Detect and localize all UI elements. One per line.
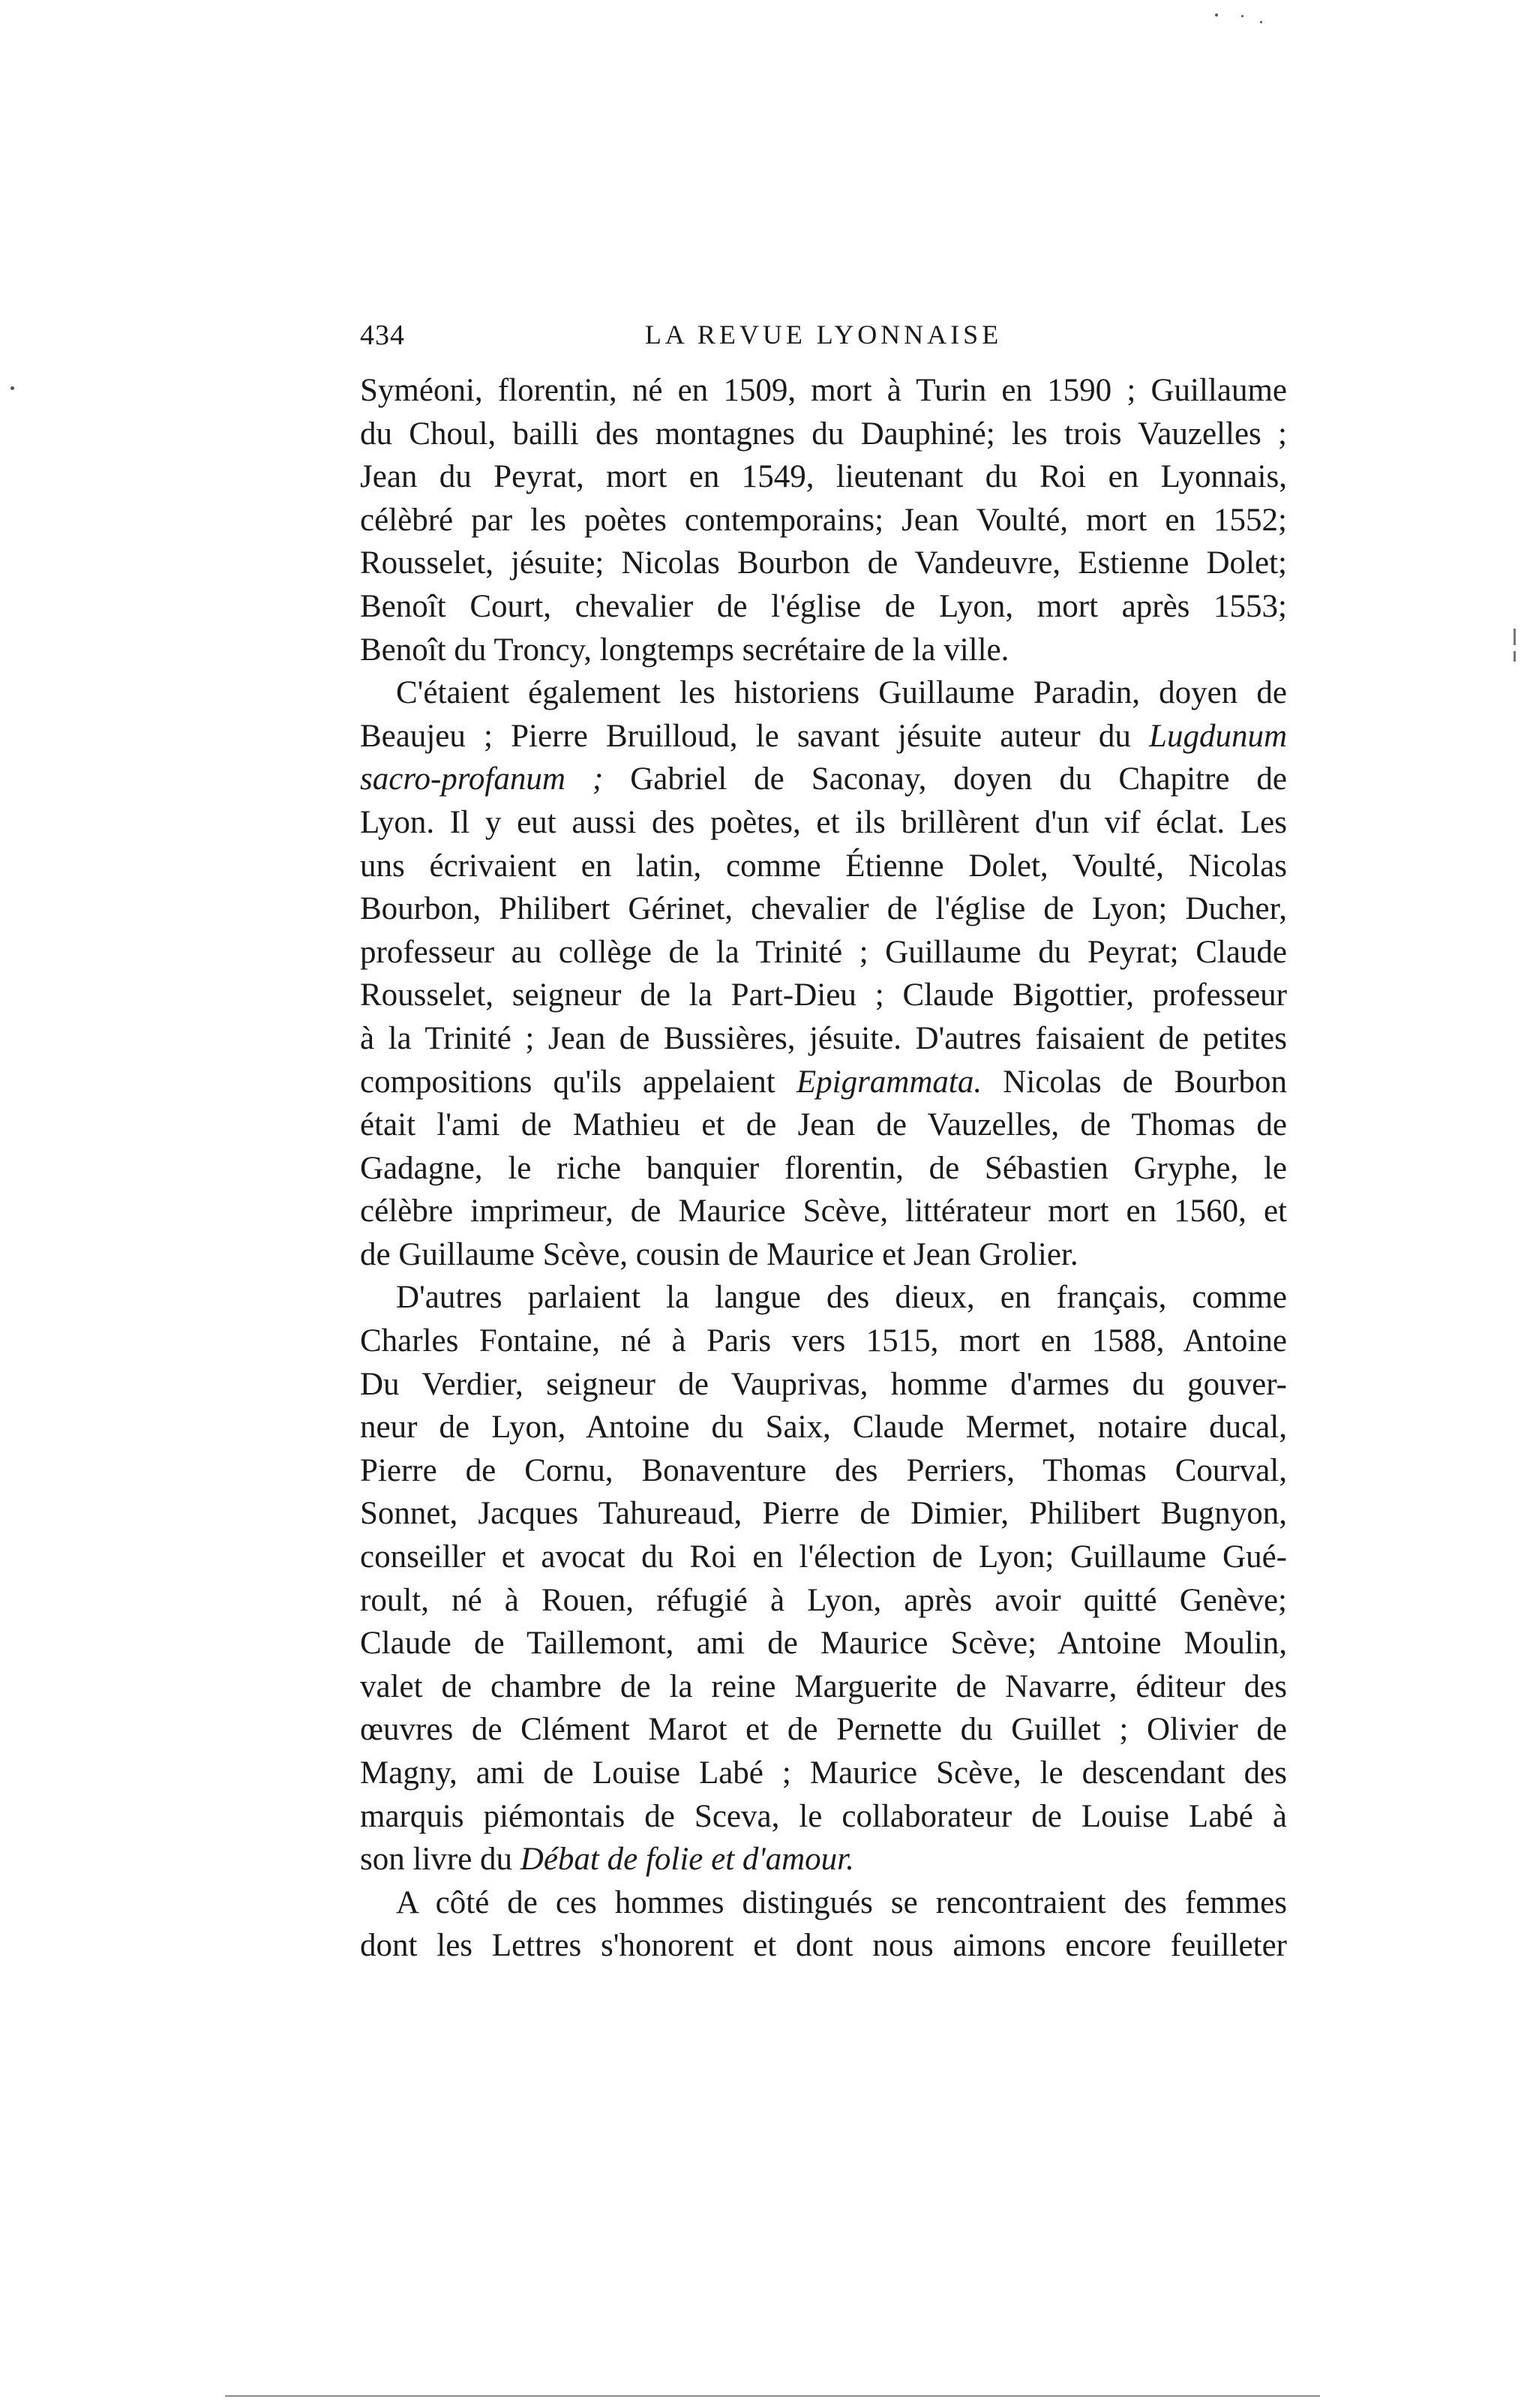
text-segment: œuvres de Clément Marot et de Pernette du Guillet ; Olivier de: [360, 1712, 1287, 1748]
text-line: [360, 671, 1287, 715]
text-segment: Rousselet, jésuite; Nicolas Bourbon de Vandeuvre, Estienne Dolet;: [360, 545, 1287, 581]
text-line: [360, 1622, 1287, 1665]
text-segment: Syméoni, florentin, né en 1509, mort à Turin en 1590 ; Guillaume: [360, 373, 1287, 408]
text-line: [360, 1363, 1287, 1407]
text-line: [360, 1276, 1287, 1320]
text-segment: Rousselet, seigneur de la Part-Dieu ; Claude Bigottier, professeur: [360, 977, 1287, 1013]
text-segment: compositions qu'ils appelaient: [360, 1064, 796, 1100]
text-segment: son livre du: [360, 1842, 520, 1878]
text-line: [360, 1061, 1287, 1104]
ink-speck: [1215, 14, 1218, 17]
running-header: [360, 319, 1287, 364]
italic-text: Epigrammata.: [796, 1064, 982, 1100]
body-text: [360, 369, 1287, 1968]
text-segment: du Choul, bailli des montagnes du Dauphiné; les trois Vauzelles ;: [360, 416, 1287, 452]
text-line: [360, 974, 1287, 1017]
text-line: [360, 1190, 1287, 1233]
text-line: [360, 1665, 1287, 1709]
text-segment: professeur au collège de la Trinité ; Guillaume du Peyrat; Claude: [360, 934, 1287, 970]
text-segment: Jean du Peyrat, mort en 1549, lieutenant du Roi en Lyonnais,: [360, 459, 1287, 495]
italic-text: Lugdunum: [1149, 718, 1287, 754]
text-segment: Sonnet, Jacques Tahureaud, Pierre de Dimier, Philibert Bugnyon,: [360, 1496, 1287, 1532]
text-line: [360, 715, 1287, 758]
text-line: [360, 1924, 1287, 1968]
text-line: [360, 887, 1287, 931]
text-segment: Magny, ami de Louise Labé ; Maurice Scève, le descendant des: [360, 1755, 1287, 1791]
text-line: [360, 1449, 1287, 1493]
text-segment: Charles Fontaine, né à Paris vers 1515, mort en 1588, Antoine: [360, 1323, 1287, 1359]
text-line: [360, 931, 1287, 974]
text-segment: marquis piémontais de Sceva, le collaborateur de Louise Labé à: [360, 1798, 1287, 1834]
text-segment: Gadagne, le riche banquier florentin, de Sébastien Gryphe, le: [360, 1150, 1287, 1186]
text-segment: A côté de ces hommes distingués se rencontraient des femmes: [396, 1884, 1287, 1920]
ink-speck: [1241, 15, 1244, 17]
text-segment: à la Trinité ; Jean de Bussières, jésuite. D'autres faisaient de petites: [360, 1020, 1287, 1056]
text-line: [360, 542, 1287, 585]
text-segment: Pierre de Cornu, Bonaventure des Perriers, Thomas Courval,: [360, 1452, 1287, 1488]
text-segment: Nicolas de Bourbon: [982, 1064, 1287, 1100]
italic-text: Débat de folie et d'amour.: [520, 1842, 854, 1878]
text-line: [360, 413, 1287, 456]
text-line: [360, 1103, 1287, 1147]
text-line: [360, 499, 1287, 542]
text-line: [360, 758, 1287, 801]
text-line: [360, 1579, 1287, 1623]
margin-mark: [1514, 629, 1516, 645]
text-segment: Bourbon, Philibert Gérinet, chevalier de l'église de Lyon; Ducher,: [360, 891, 1287, 927]
text-segment: Lyon. Il y eut aussi des poètes, et ils brillèrent d'un vif éclat. Les: [360, 804, 1287, 840]
text-segment: Du Verdier, seigneur de Vauprivas, homme d'armes du gouver-: [360, 1366, 1287, 1402]
page-number: 434: [360, 320, 405, 351]
running-title: LA REVUE LYONNAISE: [644, 320, 1003, 350]
text-line: [360, 369, 1287, 413]
text-segment: neur de Lyon, Antoine du Saix, Claude Mermet, notaire ducal,: [360, 1410, 1287, 1446]
ink-speck: [1260, 21, 1262, 23]
text-segment: Beaujeu ; Pierre Bruilloud, le savant jésuite auteur du: [360, 718, 1150, 754]
text-line: [360, 1708, 1287, 1752]
text-line: [360, 1492, 1287, 1536]
text-segment: de Guillaume Scève, cousin de Maurice et Jean Grolier.: [360, 1236, 1078, 1272]
text-segment: valet de chambre de la reine Marguerite de Navarre, éditeur des: [360, 1668, 1287, 1704]
ink-speck: [10, 386, 14, 390]
margin-mark: [1514, 651, 1516, 662]
text-segment: célèbre imprimeur, de Maurice Scève, littérateur mort en 1560, et: [360, 1193, 1287, 1230]
text-line: [360, 1536, 1287, 1579]
text-line: [360, 455, 1287, 499]
text-line: [360, 1795, 1287, 1839]
text-line: [360, 1838, 1287, 1881]
text-line: [360, 1320, 1287, 1363]
text-line: [360, 845, 1287, 888]
text-segment: célèbré par les poètes contemporains; Jean Voulté, mort en 1552;: [360, 502, 1287, 538]
text-line: [360, 629, 1287, 672]
text-line: [360, 585, 1287, 629]
text-segment: Claude de Taillemont, ami de Maurice Scève; Antoine Moulin,: [360, 1626, 1287, 1662]
text-segment: C'étaient également les historiens Guillaume Paradin, doyen de: [396, 675, 1287, 711]
italic-text: sacro-profanum ;: [360, 761, 604, 797]
text-line: [360, 1147, 1287, 1190]
page-bottom-rule: [225, 2395, 1320, 2397]
text-segment: D'autres parlaient la langue des dieux, en français, comme: [396, 1280, 1287, 1316]
text-segment: conseiller et avocat du Roi en l'élection de Lyon; Guillaume Gué-: [360, 1539, 1287, 1575]
text-line: [360, 1406, 1287, 1449]
text-segment: Gabriel de Saconay, doyen du Chapitre de: [603, 761, 1287, 797]
text-segment: dont les Lettres s'honorent et dont nous aimons encore feuilleter: [360, 1928, 1287, 1964]
text-segment: roult, né à Rouen, réfugié à Lyon, après avoir quitté Genève;: [360, 1582, 1287, 1618]
text-segment: était l'ami de Mathieu et de Jean de Vauzelles, de Thomas de: [360, 1107, 1287, 1143]
text-line: [360, 1881, 1287, 1925]
text-line: [360, 801, 1287, 845]
text-segment: uns écrivaient en latin, comme Étienne Dolet, Voulté, Nicolas: [360, 848, 1287, 884]
text-line: [360, 1017, 1287, 1061]
text-line: [360, 1233, 1287, 1277]
text-segment: Benoît du Troncy, longtemps secrétaire de la ville.: [360, 632, 1010, 668]
text-line: [360, 1752, 1287, 1795]
text-segment: Benoît Court, chevalier de l'église de Lyon, mort après 1553;: [360, 588, 1287, 624]
